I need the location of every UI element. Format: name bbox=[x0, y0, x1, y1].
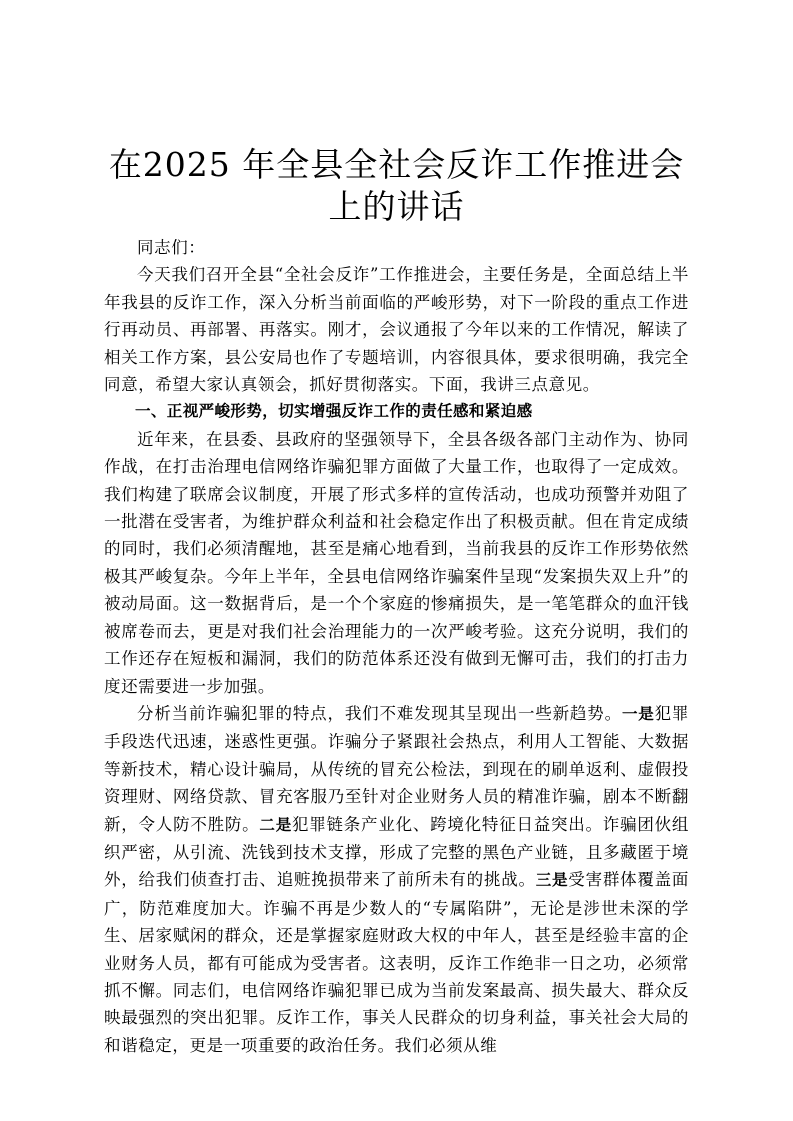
intro-paragraph: 今天我们召开全县“全社会反诈”工作推进会，主要任务是，全面总结上半年我县的反诈工作，深入分析当前面临的严峻形势，对下一阶段的重点工作进行再动员、再部署、再落实。刚才，会议通报了今年以来的工作情况，解读了相关工作方案，县公安局也作了专题培训，内容很具体，要求很明确，我完全同意，希望大家认真领会，抓好贯彻落实。下面，我讲三点意见。 bbox=[104, 265, 689, 395]
document-title: 在2025 年全县全社会反诈工作推进会上的讲话 bbox=[108, 145, 685, 226]
section-heading-1: 一、正视严峻形势，切实增强反诈工作的责任感和紧迫感 bbox=[135, 402, 533, 421]
paragraph-2 bbox=[104, 700, 689, 1059]
point-2-label: 二是 bbox=[259, 815, 292, 834]
paragraph-2-lead: 分析当前诈骗犯罪的特点，我们不难发现其呈现出一些新趋势。 bbox=[137, 703, 622, 723]
point-1-label: 一是 bbox=[621, 704, 655, 723]
paragraph-1: 近年来，在县委、县政府的坚强领导下，全县各级各部门主动作为、协同作战，在打击治理电信网络诈骗犯罪方面做了大量工作，也取得了一定成效。我们构建了联席会议制度，开展了形式多样的宣传活动，也成功预警并劝阻了一批潜在受害者，为维护群众利益和社会稳定作出了积极贡献。但在肯定成绩的同时，我们必须清醒地，甚至是痛心地看到，当前我县的反诈工作形势依然极其严峻复杂。今年上半年，全县电信网络诈骗案件呈现“发案损失双上升”的被动局面。这一数据背后，是一个个家庭的惨痛损失，是一笔笔群众的血汗钱被席卷而去，更是对我们社会治理能力的一次严峻考验。这充分说明，我们的工作还存在短板和漏洞，我们的防范体系还没有做到无懈可击，我们的打击力度还需要进一步加强。 bbox=[104, 429, 689, 696]
point-2-text: 犯罪链条产业化、跨境化特征日益突出。诈骗团伙组织严密，从引流、洗钱到技术支撑，形成了完整的黑色产业链，且多藏匿于境外，给我们侦查打击、追赃挽损带来了前所未有的挑战。 bbox=[104, 814, 689, 890]
point-1-text: 犯罪手段迭代迅速，迷惑性更强。诈骗分子紧跟社会热点，利用人工智能、大数据等新技术，精心设计骗局，从传统的冒充公检法，到现在的刷单返利、虚假投资理财、网络贷款、冒充客服乃至针对企业财务人员的精准诈骗，剧本不断翻新，令人防不胜防。 bbox=[104, 703, 689, 834]
point-3-label: 三是 bbox=[535, 871, 569, 890]
salutation: 同志们： bbox=[137, 238, 206, 257]
document-body bbox=[104, 234, 689, 1059]
point-3-text: 受害群体覆盖面广，防范难度加大。诈骗不再是少数人的“专属陷阱”，无论是涉世未深的学生、居家赋闲的群众，还是掌握家庭财政大权的中年人，甚至是经验丰富的企业财务人员，都有可能成为受害者。这表明，反诈工作绝非一日之功，必须常抓不懈。同志们，电信网络诈骗犯罪已成为当前发案最高、损失最大、群众反映最强烈的突出犯罪。反诈工作，事关人民群众的切身利益，事关社会大局的和谐稳定，更是一项重要的政治任务。我们必须从维 bbox=[104, 870, 690, 1055]
